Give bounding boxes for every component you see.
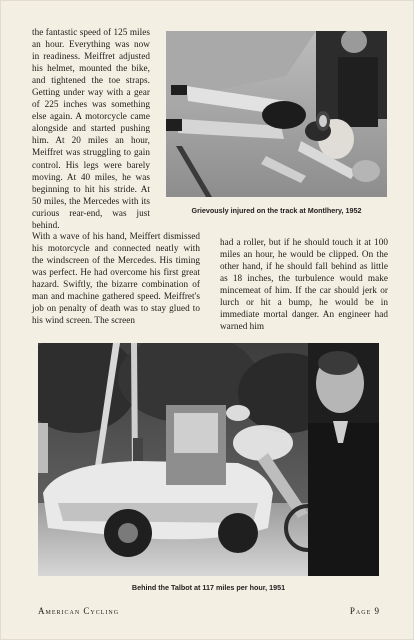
photo-cyclist-behind-car-image [38,343,379,576]
footer-publication: American Cycling [38,606,120,616]
footer-page-number: Page 9 [349,606,380,616]
photo-injured-cyclist-image [166,31,387,197]
photo-caption-top: Grievously injured on the track at Montlhery, 1952 [191,206,362,215]
photo-caption-bottom: Behind the Talbot at 117 miles per hour, 1951 [131,583,286,592]
article-column-right: had a roller, but if he should touch it at 100 miles an hour, he would be clipped. On the other hand, if he should fall behind as little as 18 inches, the turbulence would make mincemeat of him. If the car should jerk or lurch or hit a bump, he would be in immediate mortal danger. An engineer had warned him [220,237,388,332]
photo-injured-cyclist [166,31,387,197]
article-column-left-top: the fantastic speed of 125 miles an hour. Everything was now in readiness. Meiffret adjusted his helmet, mounted the bike, and tightened the toe straps. Getting under way with a gear of 225 inches was something else again. A motorcycle came alongside and started pushing him. At 20 miles an hour, Meiffret was struggling to gain control. His legs were barely moving. At 40 miles, he was beginning to hit his stride. At 50 miles, the Mercedes with its curious rear-end, was just behind. [32,27,150,230]
photo-cyclist-behind-car [38,343,379,576]
article-column-left-bottom: With a wave of his hand, Meiffert dismissed his motorcycle and connected neatly with the windscreen of the Mercedes. His timing was perfect. He had overcome his first great hazard. Swiftly, the bizarre combination of man and machine gathered speed. Meiffret's job on penalty of death was to stay glued to his wind screen. The screen [32,231,200,326]
